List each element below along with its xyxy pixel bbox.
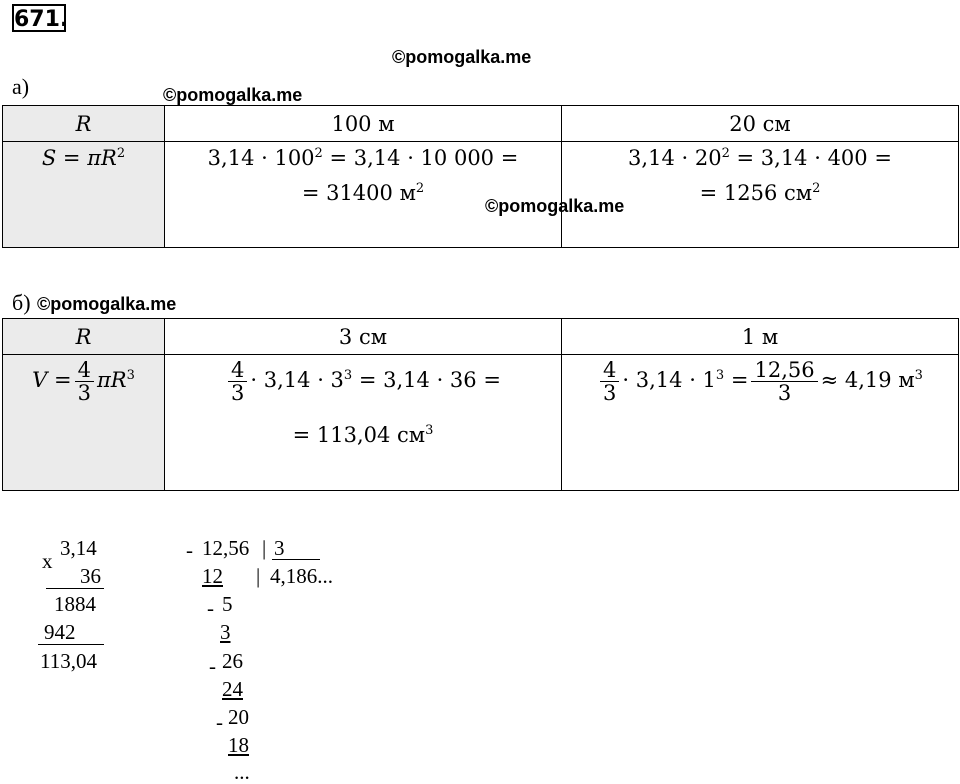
table-a-header-20cm: 20 см: [562, 106, 959, 142]
watermark: ©pomogalka.me: [37, 294, 177, 314]
minus-sign: -: [207, 596, 214, 620]
division-step: 24: [222, 677, 243, 701]
division-step: 26: [222, 649, 243, 673]
table-b-formula: V = $\frac{4}{3}$ $\pi R^3$: [3, 355, 165, 491]
table-b: [2, 318, 959, 491]
quotient-bar: |: [256, 564, 261, 588]
multiply-partial-1: 1884: [54, 592, 96, 616]
table-a-header-100m: 100 м: [165, 106, 562, 142]
minus-sign: -: [216, 710, 223, 734]
part-a-label: а): [12, 74, 30, 99]
divisor: 3: [274, 536, 285, 560]
division-step: 20: [228, 705, 249, 729]
multiply-result: 113,04: [40, 649, 97, 673]
minus-sign: -: [186, 538, 193, 562]
division-step: 3: [220, 620, 231, 644]
division-ellipsis: ...: [234, 760, 250, 784]
table-a-formula: $S = \pi R^2$: [3, 142, 165, 248]
table-a: [2, 105, 959, 248]
part-b-label: б): [12, 290, 31, 315]
watermark: ©pomogalka.me: [163, 85, 303, 105]
table-b-calc-1m: $\frac{4}{3}$ · $3,14 \cdot 1^3$ = $\frac{12,56}{3}$ ≈ 4,19 $м^3$: [562, 355, 959, 491]
dividend: 12,56: [202, 536, 250, 560]
multiply-sign: x: [42, 549, 53, 573]
multiply-partial-2: 942: [44, 620, 76, 644]
minus-sign: -: [209, 654, 216, 678]
problem-number: 671.: [12, 4, 66, 32]
division-step: 18: [228, 733, 249, 757]
table-a-calc-20cm: $3,14 \cdot 20^2 = 3,14 \cdot 400$ = = 1256 $см^2$: [562, 142, 959, 248]
multiply-line: [38, 644, 104, 645]
table-b-calc-3cm: $\frac{4}{3}$ · $3,14 \cdot 3^3 = 3,14 \cdot 36$ = = 113,04 $см^3$: [165, 355, 562, 491]
watermark: ©pomogalka.me: [485, 196, 625, 216]
division-step: 5: [222, 592, 233, 616]
table-b-header-3cm: 3 см: [165, 319, 562, 355]
multiply-line: [46, 588, 104, 589]
watermark: ©pomogalka.me: [392, 47, 532, 67]
divisor-line: [272, 559, 320, 560]
multiply-b: 36: [80, 564, 101, 588]
table-b-header-1m: 1 м: [562, 319, 959, 355]
table-b-header-r: R: [3, 319, 165, 355]
table-a-header-r: R: [3, 106, 165, 142]
table-a-calc-100m: $3,14 \cdot 100^2 = 3,14 \cdot 10$ 000 = = 31400 $м^2$: [165, 142, 562, 248]
division-bar: |: [262, 536, 267, 560]
quotient: 4,186...: [270, 564, 333, 588]
division-step: 12: [202, 564, 223, 588]
multiply-a: 3,14: [60, 536, 97, 560]
